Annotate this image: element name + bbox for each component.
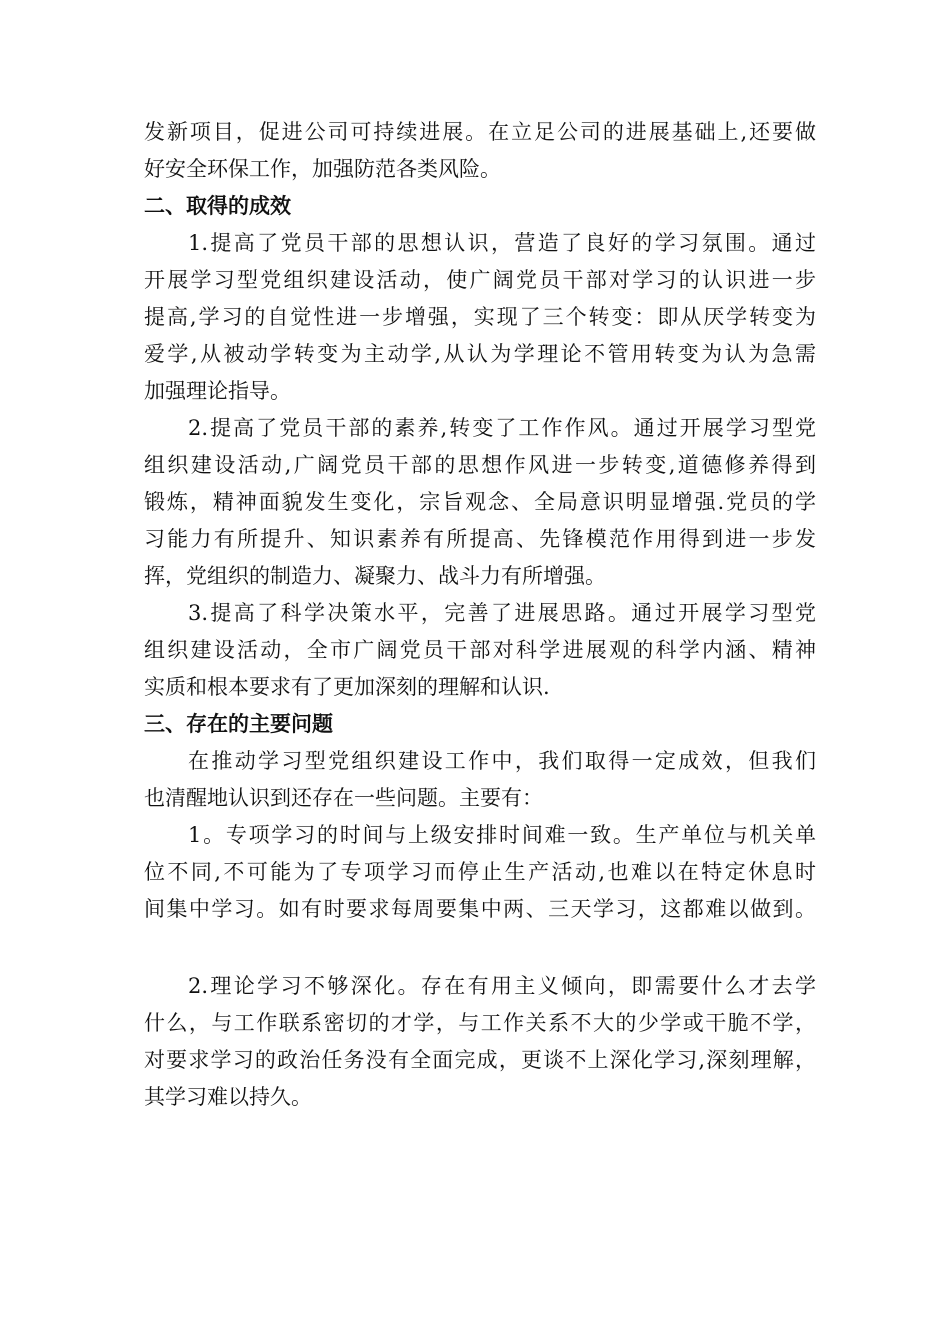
paragraph-line: 3.提高了科学决策水平，完善了进展思路。通过开展学习型党 (188, 601, 816, 625)
paragraph-line: 组织建设活动，全市广阔党员干部对科学进展观的科学内涵、精神 (144, 638, 816, 662)
paragraph-line: 好安全环保工作，加强防范各类风险。 (144, 157, 501, 181)
paragraph-line: 2.理论学习不够深化。存在有用主义倾向，即需要什么才去学 (188, 974, 816, 998)
paragraph-line: 提高,学习的自觉性进一步增强，实现了三个转变：即从厌学转变为 (144, 305, 816, 329)
paragraph-line: 加强理论指导。 (144, 379, 291, 403)
paragraph-line: 挥，党组织的制造力、凝聚力、战斗力有所增强。 (144, 564, 606, 588)
paragraph-line: 间集中学习。如有时要求每周要集中两、三天学习，这都难以做到。 (144, 897, 816, 921)
paragraph-line: 习能力有所提升、知识素养有所提高、先锋模范作用得到进一步发 (144, 527, 816, 551)
document-body (144, 114, 816, 1116)
paragraph-line: 锻炼，精神面貌发生变化，宗旨观念、全局意识明显增强.党员的学 (144, 490, 816, 514)
paragraph-line: 什么，与工作联系密切的才学，与工作关系不大的少学或干脆不学， (144, 1011, 816, 1035)
paragraph-line: 实质和根本要求有了更加深刻的理解和认识. (144, 675, 550, 699)
section-heading: 三、存在的主要问题 (144, 712, 333, 736)
paragraph-line: 在推动学习型党组织建设工作中，我们取得一定成效，但我们 (188, 749, 816, 773)
paragraph-line: 开展学习型党组织建设活动，使广阔党员干部对学习的认识进一步 (144, 268, 816, 292)
paragraph-line: 组织建设活动,广阔党员干部的思想作风进一步转变,道德修养得到 (144, 453, 816, 477)
paragraph-gap (144, 928, 816, 968)
paragraph-line: 1。专项学习的时间与上级安排时间难一致。生产单位与机关单 (188, 823, 816, 847)
paragraph-line: 爱学,从被动学转变为主动学,从认为学理论不管用转变为认为急需 (144, 342, 816, 366)
paragraph-line: 发新项目，促进公司可持续进展。在立足公司的进展基础上,还要做 (144, 120, 816, 144)
section-heading: 二、取得的成效 (144, 194, 291, 218)
paragraph-line: 位不同,不可能为了专项学习而停止生产活动,也难以在特定休息时 (144, 860, 816, 884)
paragraph-line: 也清醒地认识到还存在一些问题。主要有： (144, 786, 543, 810)
paragraph-line: 2.提高了党员干部的素养,转变了工作作风。通过开展学习型党 (188, 416, 816, 440)
paragraph-line: 其学习难以持久。 (144, 1085, 312, 1109)
paragraph-line: 对要求学习的政治任务没有全面完成，更谈不上深化学习,深刻理解， (144, 1048, 816, 1072)
paragraph-line: 1.提高了党员干部的思想认识，营造了良好的学习氛围。通过 (188, 231, 816, 255)
